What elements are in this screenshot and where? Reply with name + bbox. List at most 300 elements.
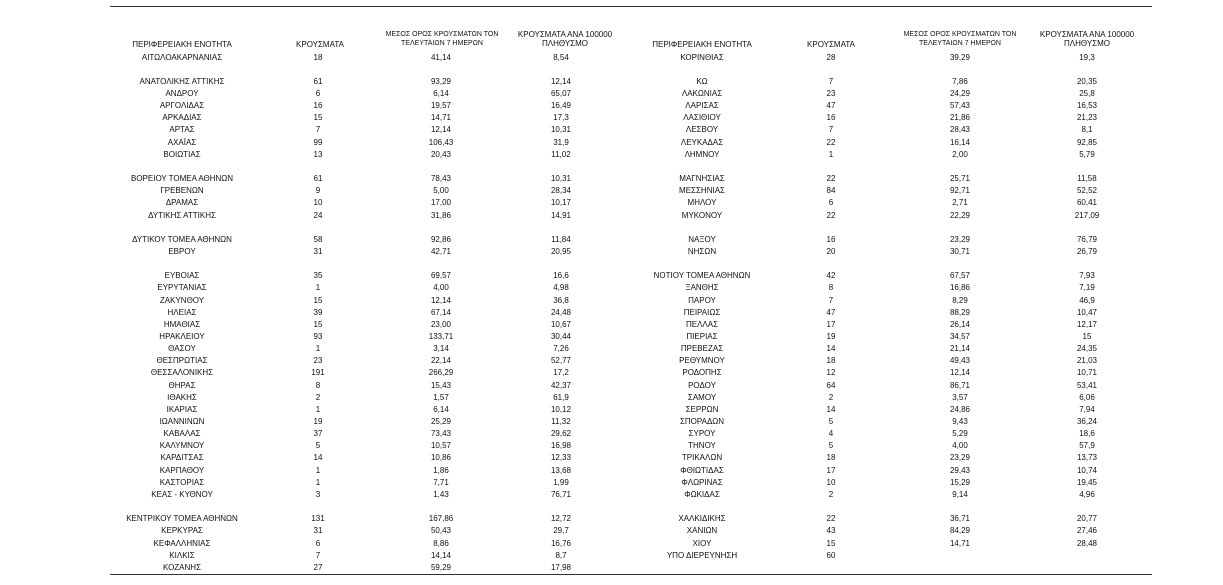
table-cell-cases-left: 5 xyxy=(315,441,321,451)
table-cell-cases-right: 7 xyxy=(828,125,834,135)
table-cell-avg7-left: 78,43 xyxy=(430,174,452,183)
table-cell-region-left: ΚΕΝΤΡΙΚΟΥ ΤΟΜΕΑ ΑΘΗΝΩΝ xyxy=(126,514,238,524)
table-cell-avg7-left: 1,86 xyxy=(433,465,449,475)
table-cell-avg7-left: 7,71 xyxy=(433,477,449,487)
table-cell-per100k-left: 8,7 xyxy=(555,550,567,560)
table-cell-region-right: ΜΑΓΝΗΣΙΑΣ xyxy=(679,174,725,183)
table-cell-region-right: ΤΡΙΚΑΛΩΝ xyxy=(681,453,723,463)
table-cell-region-left: ΚΑΣΤΟΡΙΑΣ xyxy=(159,477,205,487)
table-cell-region-left: ΑΝΔΡΟΥ xyxy=(165,89,199,98)
table-cell-cases-right: 10 xyxy=(826,477,836,487)
table-cell-cases-left: 18 xyxy=(313,52,323,62)
table-cell-region-left: ΔΥΤΙΚΗΣ ΑΤΤΙΚΗΣ xyxy=(148,210,216,220)
table-cell-cases-right: 12 xyxy=(826,368,836,378)
table-cell-per100k-right: 76,79 xyxy=(1076,234,1098,244)
table-cell-region-left: ΕΥΒΟΙΑΣ xyxy=(164,271,200,281)
table-cell-cases-right: 47 xyxy=(826,307,836,317)
table-cell-per100k-left: 16,98 xyxy=(550,441,572,451)
table-cell-cases-right: 22 xyxy=(826,514,836,524)
table-cell-avg7-right: 8,29 xyxy=(952,295,968,305)
table-cell-per100k-right: 18,6 xyxy=(1079,429,1095,439)
table-cell-per100k-right: 21,23 xyxy=(1076,113,1098,123)
table-cell-cases-left: 1 xyxy=(315,477,321,487)
table-cell-avg7-right: 36,71 xyxy=(949,514,971,524)
table-cell-cases-right: 8 xyxy=(828,283,834,293)
header-cases-right: ΚΡΟΥΣΜΑΤΑ xyxy=(807,40,855,49)
table-cell-cases-left: 8 xyxy=(315,380,321,390)
table-cell-per100k-right: 10,47 xyxy=(1076,307,1098,317)
table-cell-region-left: ΒΟΡΕΙΟΥ ΤΟΜΕΑ ΑΘΗΝΩΝ xyxy=(130,174,234,183)
table-cell-cases-left: 191 xyxy=(311,368,325,378)
table-cell-per100k-left: 1,99 xyxy=(553,477,569,487)
table-cell-cases-left: 6 xyxy=(315,89,321,98)
table-cell-cases-left: 37 xyxy=(313,429,323,439)
header-cases-left: ΚΡΟΥΣΜΑΤΑ xyxy=(296,40,344,49)
table-cell-cases-left: 13 xyxy=(313,149,323,159)
table-cell-region-right: ΤΗΝΟΥ xyxy=(688,441,716,451)
table-cell-avg7-right: 9,14 xyxy=(952,489,968,499)
table-cell-avg7-right: 29,43 xyxy=(949,465,971,475)
table-cell-region-left: ΕΒΡΟΥ xyxy=(168,246,196,256)
table-cell-avg7-right: 49,43 xyxy=(949,356,971,366)
table-cell-cases-left: 1 xyxy=(315,344,321,354)
table-cell-cases-right: 7 xyxy=(828,76,834,86)
table-cell-region-right: ΠΑΡΟΥ xyxy=(688,295,716,305)
table-cell-per100k-right: 10,71 xyxy=(1076,368,1098,378)
table-cell-cases-right: 16 xyxy=(826,113,836,123)
table-cell-avg7-left: 266,29 xyxy=(428,368,454,378)
table-cell-avg7-right: 92,71 xyxy=(949,186,971,196)
table-cell-cases-left: 31 xyxy=(313,526,323,536)
table-cell-cases-left: 15 xyxy=(313,319,323,329)
table-cell-per100k-left: 20,95 xyxy=(550,246,572,256)
table-cell-avg7-left: 20,43 xyxy=(430,149,452,159)
table-cell-cases-left: 15 xyxy=(313,113,323,123)
table-cell-avg7-left: 4,00 xyxy=(433,283,449,293)
table-cell-avg7-right: 16,14 xyxy=(949,137,971,147)
table-cell-cases-left: 23 xyxy=(313,356,323,366)
table-cell-avg7-right: 21,86 xyxy=(949,113,971,123)
table-cell-per100k-left: 16,6 xyxy=(553,271,569,281)
table-cell-avg7-left: 25,29 xyxy=(430,417,452,426)
table-cell-per100k-right: 52,52 xyxy=(1076,186,1098,196)
table-cell-region-right: ΦΘΙΩΤΙΔΑΣ xyxy=(680,465,724,475)
table-cell-per100k-right: 20,35 xyxy=(1076,76,1098,86)
table-cell-avg7-left: 6,14 xyxy=(433,89,449,98)
table-cell-per100k-left: 13,68 xyxy=(550,465,572,475)
table-cell-per100k-left: 24,48 xyxy=(550,307,572,317)
table-cell-region-left: ΖΑΚΥΝΘΟΥ xyxy=(159,295,205,305)
table-cell-avg7-right: 23,29 xyxy=(949,234,971,244)
table-cell-per100k-right: 21,03 xyxy=(1076,356,1098,366)
table-cell-region-left: ΘΕΣΠΡΩΤΙΑΣ xyxy=(156,356,208,366)
table-cell-per100k-right: 60,41 xyxy=(1076,198,1098,208)
header-per100k-left-line2: ΠΛΗΘΥΣΜΟ xyxy=(541,39,589,48)
table-cell-avg7-left: 22,14 xyxy=(430,356,452,366)
table-cell-per100k-right: 4,96 xyxy=(1079,489,1095,499)
top-rule xyxy=(110,6,1152,7)
table-cell-per100k-left: 28,34 xyxy=(550,186,572,196)
table-cell-cases-right: 15 xyxy=(826,538,836,548)
header-avg-left-line2: ΤΕΛΕΥΤΑΙΩΝ 7 ΗΜΕΡΩΝ xyxy=(401,40,483,47)
table-cell-per100k-right: 13,73 xyxy=(1076,453,1098,463)
table-cell-region-right: ΠΡΕΒΕΖΑΣ xyxy=(680,344,724,354)
table-cell-cases-right: 17 xyxy=(826,465,836,475)
table-cell-avg7-left: 23,00 xyxy=(430,319,452,329)
table-cell-region-left: ΑΡΓΟΛΙΔΑΣ xyxy=(159,101,205,111)
table-cell-avg7-left: 106,43 xyxy=(428,137,454,147)
table-cell-cases-right: 47 xyxy=(826,101,836,111)
table-cell-per100k-left: 61,9 xyxy=(553,392,569,402)
table-cell-avg7-left: 14,14 xyxy=(430,550,452,560)
table-cell-cases-right: 42 xyxy=(826,271,836,281)
table-cell-avg7-right: 22,29 xyxy=(949,210,971,220)
table-cell-cases-left: 7 xyxy=(315,125,321,135)
table-cell-cases-left: 61 xyxy=(313,76,323,86)
header-per100k-right xyxy=(1027,30,1147,48)
table-cell-avg7-left: 10,86 xyxy=(430,453,452,463)
table-cell-avg7-right: 67,57 xyxy=(949,271,971,281)
table-cell-per100k-right: 19,45 xyxy=(1076,477,1098,487)
table-cell-region-right: ΝΟΤΙΟΥ ΤΟΜΕΑ ΑΘΗΝΩΝ xyxy=(653,271,751,281)
table-cell-per100k-left: 10,31 xyxy=(550,125,572,135)
table-cell-per100k-right: 7,94 xyxy=(1079,404,1095,414)
table-cell-per100k-right: 92,85 xyxy=(1076,137,1098,147)
table-cell-per100k-left: 11,84 xyxy=(551,234,571,244)
table-cell-avg7-right: 84,29 xyxy=(949,526,971,536)
table-cell-cases-left: 3 xyxy=(315,489,321,499)
table-cell-per100k-left: 10,31 xyxy=(550,174,572,183)
table-cell-avg7-right: 28,43 xyxy=(949,125,971,135)
table-cell-avg7-left: 8,86 xyxy=(433,538,449,548)
table-cell-region-right: ΛΑΚΩΝΙΑΣ xyxy=(681,89,723,98)
table-cell-avg7-left: 50,43 xyxy=(430,526,452,536)
table-cell-cases-right: 19 xyxy=(826,331,836,341)
header-per100k-right-line1: ΚΡΟΥΣΜΑΤΑ ΑΝΑ 100000 xyxy=(1039,30,1135,39)
table-cell-avg7-right: 14,71 xyxy=(949,538,971,548)
table-cell-avg7-right: 34,57 xyxy=(949,331,971,341)
table-cell-region-left: ΚΕΡΚΥΡΑΣ xyxy=(161,526,203,536)
table-cell-cases-right: 17 xyxy=(826,319,836,329)
table-cell-avg7-right: 4,00 xyxy=(952,441,968,451)
table-cell-cases-right: 1 xyxy=(828,149,834,159)
table-cell-per100k-left: 17,98 xyxy=(550,562,572,572)
table-cell-region-left: ΗΛΕΙΑΣ xyxy=(167,307,197,317)
table-cell-avg7-right: 26,14 xyxy=(949,319,971,329)
table-cell-cases-left: 2 xyxy=(315,392,321,402)
table-cell-region-right: ΝΑΞΟΥ xyxy=(688,234,716,244)
table-cell-cases-right: 4 xyxy=(828,429,834,439)
table-cell-cases-right: 2 xyxy=(828,489,834,499)
table-cell-avg7-right: 15,29 xyxy=(949,477,971,487)
table-cell-cases-right: 16 xyxy=(826,234,836,244)
table-cell-per100k-right: 10,74 xyxy=(1076,465,1098,475)
table-cell-avg7-right: 39,29 xyxy=(949,52,971,62)
table-cell-region-left: ΙΘΑΚΗΣ xyxy=(167,392,197,402)
table-cell-per100k-left: 17,3 xyxy=(553,113,569,123)
table-cell-avg7-right: 86,71 xyxy=(949,380,971,390)
table-cell-region-left: ΙΚΑΡΙΑΣ xyxy=(166,404,198,414)
table-cell-cases-right: 43 xyxy=(826,526,836,536)
table-cell-cases-right: 22 xyxy=(826,137,836,147)
table-cell-avg7-left: 42,71 xyxy=(430,246,452,256)
table-cell-per100k-right: 27,46 xyxy=(1076,526,1098,536)
table-cell-per100k-left: 11,32 xyxy=(551,417,571,426)
table-cell-per100k-right: 36,24 xyxy=(1076,417,1098,426)
table-cell-region-right: ΧΑΝΙΩΝ xyxy=(686,526,718,536)
table-cell-cases-right: 64 xyxy=(826,380,836,390)
table-cell-avg7-right: 3,57 xyxy=(952,392,968,402)
table-cell-region-right: ΡΕΘΥΜΝΟΥ xyxy=(679,356,725,366)
table-cell-avg7-left: 167,86 xyxy=(428,514,454,524)
table-cell-per100k-right: 217,09 xyxy=(1074,210,1100,220)
table-cell-region-right: ΛΕΥΚΑΔΑΣ xyxy=(680,137,724,147)
table-cell-region-right: ΛΕΣΒΟΥ xyxy=(685,125,719,135)
table-cell-cases-left: 15 xyxy=(313,295,323,305)
table-cell-region-left: ΔΥΤΙΚΟΥ ΤΟΜΕΑ ΑΘΗΝΩΝ xyxy=(132,234,232,244)
table-cell-region-left: ΔΡΑΜΑΣ xyxy=(165,198,199,208)
table-cell-per100k-left: 42,37 xyxy=(550,380,572,390)
table-cell-cases-left: 19 xyxy=(313,417,323,426)
table-cell-cases-left: 58 xyxy=(313,234,323,244)
table-cell-per100k-right: 25,8 xyxy=(1079,89,1095,98)
table-cell-cases-right: 6 xyxy=(828,198,834,208)
table-cell-region-right: ΚΟΡΙΝΘΙΑΣ xyxy=(680,52,724,62)
table-cell-per100k-left: 52,77 xyxy=(550,356,572,366)
table-cell-avg7-left: 17,00 xyxy=(430,198,452,208)
table-cell-cases-right: 14 xyxy=(826,404,836,414)
table-cell-region-right: ΣΥΡΟΥ xyxy=(688,429,716,439)
table-cell-per100k-left: 11,02 xyxy=(551,149,571,159)
table-cell-region-left: ΑΙΤΩΛΟΑΚΑΡΝΑΝΙΑΣ xyxy=(141,52,223,62)
table-cell-avg7-right: 30,71 xyxy=(949,246,971,256)
table-cell-region-right: ΣΠΟΡΑΔΩΝ xyxy=(679,417,725,426)
table-cell-region-right: ΚΩ xyxy=(696,76,708,86)
table-cell-avg7-left: 59,29 xyxy=(430,562,452,572)
header-avg-right-line1: ΜΕΣΟΣ ΟΡΟΣ ΚΡΟΥΣΜΑΤΩΝ ΤΟΝ xyxy=(903,31,1017,38)
table-cell-per100k-left: 7,26 xyxy=(553,344,569,354)
table-cell-avg7-left: 133,71 xyxy=(428,331,454,341)
table-cell-region-right: ΜΥΚΟΝΟΥ xyxy=(681,210,723,220)
table-cell-avg7-left: 41,14 xyxy=(430,52,452,62)
table-cell-per100k-left: 31,9 xyxy=(553,137,569,147)
table-cell-avg7-right: 12,14 xyxy=(949,368,971,378)
table-cell-avg7-left: 92,86 xyxy=(430,234,452,244)
table-cell-region-right: ΡΟΔΟΠΗΣ xyxy=(682,368,722,378)
table-cell-avg7-left: 93,29 xyxy=(430,76,452,86)
table-cell-region-right: ΣΑΜΟΥ xyxy=(687,392,717,402)
table-cell-avg7-left: 15,43 xyxy=(430,380,452,390)
table-cell-region-left: ΚΑΒΑΛΑΣ xyxy=(163,429,201,439)
table-cell-cases-left: 10 xyxy=(313,198,323,208)
table-cell-region-right: ΜΕΣΣΗΝΙΑΣ xyxy=(679,186,725,196)
table-cell-avg7-right: 5,29 xyxy=(952,429,968,439)
table-cell-per100k-right: 16,53 xyxy=(1076,101,1098,111)
table-cell-region-left: ΚΟΖΑΝΗΣ xyxy=(162,562,202,572)
table-cell-per100k-left: 17,2 xyxy=(553,368,569,378)
table-cell-avg7-left: 31,86 xyxy=(430,210,452,220)
table-cell-per100k-right: 5,79 xyxy=(1079,149,1095,159)
table-cell-avg7-left: 5,00 xyxy=(433,186,449,196)
table-cell-avg7-left: 69,57 xyxy=(430,271,452,281)
table-cell-cases-left: 6 xyxy=(315,538,321,548)
table-cell-avg7-right: 2,00 xyxy=(952,149,968,159)
table-cell-avg7-right: 24,29 xyxy=(949,89,971,98)
table-cell-per100k-left: 10,17 xyxy=(550,198,572,208)
table-cell-avg7-left: 1,57 xyxy=(433,392,449,402)
table-cell-region-left: ΑΡΚΑΔΙΑΣ xyxy=(162,113,202,123)
table-cell-per100k-left: 10,67 xyxy=(550,319,572,329)
table-cell-cases-right: 18 xyxy=(826,453,836,463)
table-cell-region-right: ΦΛΩΡΙΝΑΣ xyxy=(681,477,723,487)
table-cell-cases-left: 7 xyxy=(315,550,321,560)
table-cell-cases-left: 24 xyxy=(313,210,323,220)
table-cell-per100k-left: 29,62 xyxy=(550,429,572,439)
table-cell-region-left: ΚΑΛΥΜΝΟΥ xyxy=(159,441,205,451)
table-cell-avg7-right: 23,29 xyxy=(949,453,971,463)
table-cell-per100k-left: 12,14 xyxy=(550,76,572,86)
table-cell-region-right: ΣΕΡΡΩΝ xyxy=(685,404,719,414)
table-cell-avg7-left: 3,14 xyxy=(433,344,449,354)
table-cell-region-left: ΕΥΡΥΤΑΝΙΑΣ xyxy=(157,283,207,293)
table-cell-cases-right: 2 xyxy=(828,392,834,402)
table-cell-cases-right: 22 xyxy=(826,174,836,183)
table-cell-cases-right: 60 xyxy=(826,550,836,560)
header-region-right: ΠΕΡΙΦΕΡΕΙΑΚΗ ΕΝΟΤΗΤΑ xyxy=(652,40,752,49)
table-cell-avg7-left: 73,43 xyxy=(430,429,452,439)
table-cell-cases-right: 28 xyxy=(826,52,836,62)
table-cell-region-right: ΝΗΣΩΝ xyxy=(687,246,717,256)
table-cell-region-right: ΛΑΣΙΘΙΟΥ xyxy=(683,113,721,123)
table-cell-region-right: ΧΙΟΥ xyxy=(692,538,712,548)
table-cell-per100k-right: 11,58 xyxy=(1077,174,1097,183)
table-cell-avg7-left: 10,57 xyxy=(430,441,452,451)
table-cell-region-left: ΑΧΑΪΑΣ xyxy=(167,137,197,147)
table-cell-per100k-left: 4,98 xyxy=(553,283,569,293)
table-cell-cases-left: 14 xyxy=(313,453,323,463)
table-cell-region-left: ΘΑΣΟΥ xyxy=(168,344,196,354)
header-avg-left-line1: ΜΕΣΟΣ ΟΡΟΣ ΚΡΟΥΣΜΑΤΩΝ ΤΟΝ xyxy=(385,31,499,38)
table-cell-avg7-right: 7,86 xyxy=(952,76,968,86)
table-cell-per100k-right: 28,48 xyxy=(1076,538,1098,548)
table-cell-cases-right: 14 xyxy=(826,344,836,354)
table-cell-cases-left: 9 xyxy=(315,186,321,196)
table-cell-per100k-left: 12,33 xyxy=(550,453,572,463)
table-cell-cases-right: 7 xyxy=(828,295,834,305)
table-cell-cases-left: 35 xyxy=(313,271,323,281)
table-cell-per100k-right: 15 xyxy=(1082,331,1092,341)
header-region-left: ΠΕΡΙΦΕΡΕΙΑΚΗ ΕΝΟΤΗΤΑ xyxy=(132,40,232,49)
table-cell-region-right: ΛΗΜΝΟΥ xyxy=(684,149,720,159)
table-cell-cases-left: 1 xyxy=(315,404,321,414)
table-cell-avg7-right: 24,86 xyxy=(949,404,971,414)
table-cell-avg7-left: 12,14 xyxy=(430,125,452,135)
header-avg-right xyxy=(885,30,1035,48)
table-cell-per100k-left: 10,12 xyxy=(550,404,572,414)
table-cell-per100k-right: 19,3 xyxy=(1079,52,1095,62)
table-cell-cases-left: 39 xyxy=(313,307,323,317)
table-cell-per100k-right: 20,77 xyxy=(1076,514,1098,524)
table-cell-cases-right: 23 xyxy=(826,89,836,98)
table-cell-region-left: ΚΑΡΔΙΤΣΑΣ xyxy=(160,453,204,463)
table-cell-per100k-left: 14,91 xyxy=(550,210,572,220)
table-cell-avg7-right: 25,71 xyxy=(949,174,971,183)
table-cell-per100k-right: 8,1 xyxy=(1081,125,1093,135)
table-cell-region-left: ΘΗΡΑΣ xyxy=(168,380,196,390)
table-cell-cases-left: 131 xyxy=(311,514,325,524)
table-cell-avg7-right: 2,71 xyxy=(952,198,968,208)
table-cell-region-left: ΚΑΡΠΑΘΟΥ xyxy=(159,465,205,475)
table-cell-cases-left: 1 xyxy=(315,465,321,475)
table-cell-per100k-left: 36,8 xyxy=(553,295,569,305)
table-cell-avg7-left: 12,14 xyxy=(430,295,452,305)
table-cell-avg7-left: 6,14 xyxy=(433,404,449,414)
table-cell-cases-right: 5 xyxy=(828,441,834,451)
table-cell-cases-left: 99 xyxy=(313,137,323,147)
header-per100k-right-line2: ΠΛΗΘΥΣΜΟ xyxy=(1063,39,1111,48)
table-cell-region-left: ΑΡΤΑΣ xyxy=(169,125,195,135)
bottom-rule xyxy=(110,574,1152,575)
table-cell-region-left: ΘΕΣΣΑΛΟΝΙΚΗΣ xyxy=(150,368,214,378)
table-cell-cases-right: 5 xyxy=(828,417,834,426)
table-cell-per100k-left: 29,7 xyxy=(553,526,569,536)
table-cell-per100k-left: 12,72 xyxy=(550,514,572,524)
table-cell-avg7-right: 88,29 xyxy=(949,307,971,317)
table-cell-avg7-left: 67,14 xyxy=(430,307,452,317)
table-cell-cases-right: 20 xyxy=(826,246,836,256)
table-cell-region-left: ΑΝΑΤΟΛΙΚΗΣ ΑΤΤΙΚΗΣ xyxy=(139,76,225,86)
table-cell-per100k-right: 12,17 xyxy=(1076,319,1098,329)
table-cell-region-right: ΠΕΛΛΑΣ xyxy=(685,319,719,329)
table-cell-region-left: ΚΙΛΚΙΣ xyxy=(169,550,195,560)
table-cell-per100k-right: 7,93 xyxy=(1079,271,1095,281)
table-cell-cases-left: 27 xyxy=(313,562,323,572)
table-cell-per100k-left: 76,71 xyxy=(550,489,572,499)
table-cell-avg7-left: 19,57 xyxy=(430,101,452,111)
table-cell-per100k-left: 30,44 xyxy=(550,331,572,341)
table-cell-region-right: ΦΩΚΙΔΑΣ xyxy=(684,489,720,499)
table-cell-per100k-right: 57,9 xyxy=(1079,441,1095,451)
table-cell-avg7-right: 9,43 xyxy=(952,417,968,426)
table-cell-region-right: ΠΙΕΡΙΑΣ xyxy=(686,331,718,341)
header-per100k-left xyxy=(505,30,625,48)
table-cell-region-left: ΗΜΑΘΙΑΣ xyxy=(163,319,201,329)
table-cell-region-left: ΓΡΕΒΕΝΩΝ xyxy=(160,186,204,196)
table-cell-avg7-left: 1,43 xyxy=(433,489,449,499)
table-cell-region-left: ΚΕΦΑΛΛΗΝΙΑΣ xyxy=(153,538,211,548)
table-cell-per100k-right: 24,35 xyxy=(1076,344,1098,354)
table-cell-per100k-right: 6,06 xyxy=(1079,392,1095,402)
table-cell-per100k-left: 65,07 xyxy=(550,89,572,98)
table-cell-cases-left: 31 xyxy=(313,246,323,256)
table-cell-per100k-left: 16,76 xyxy=(550,538,572,548)
table-cell-cases-right: 18 xyxy=(826,356,836,366)
header-per100k-left-line1: ΚΡΟΥΣΜΑΤΑ ΑΝΑ 100000 xyxy=(517,30,613,39)
table-cell-cases-right: 84 xyxy=(826,186,836,196)
table-cell-region-left: ΗΡΑΚΛΕΙΟΥ xyxy=(159,331,205,341)
table-cell-cases-left: 61 xyxy=(313,174,323,183)
table-cell-region-right: ΜΗΛΟΥ xyxy=(687,198,717,208)
table-cell-per100k-right: 46,9 xyxy=(1079,295,1095,305)
table-cell-cases-left: 93 xyxy=(313,331,323,341)
table-cell-avg7-right: 16,86 xyxy=(949,283,971,293)
table-cell-per100k-right: 7,19 xyxy=(1079,283,1095,293)
table-cell-region-right: ΡΟΔΟΥ xyxy=(688,380,716,390)
table-cell-region-left: ΚΕΑΣ - ΚΥΘΝΟΥ xyxy=(151,489,213,499)
table-cell-region-right: ΞΑΝΘΗΣ xyxy=(685,283,719,293)
table-cell-cases-right: 22 xyxy=(826,210,836,220)
table-cell-region-right: ΧΑΛΚΙΔΙΚΗΣ xyxy=(678,514,726,524)
